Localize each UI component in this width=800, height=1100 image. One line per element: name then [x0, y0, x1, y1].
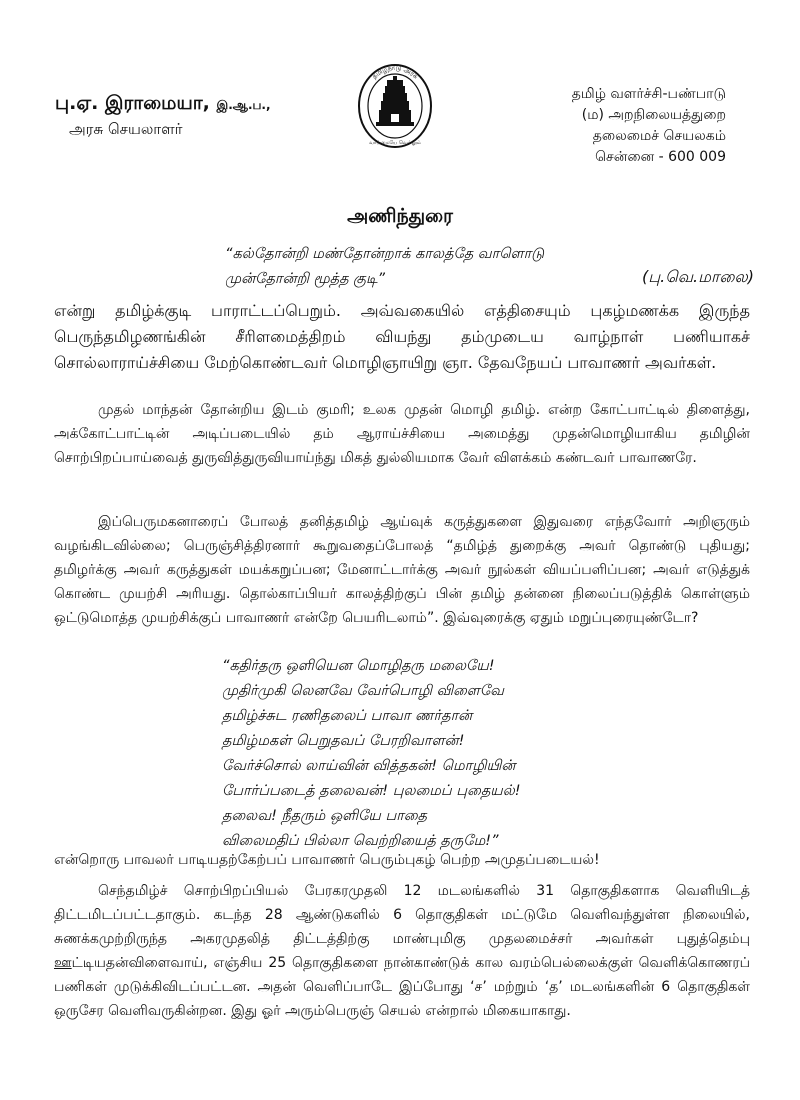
temple-tower-icon [376, 76, 414, 126]
poem-line: தலைவ! நீதரும் ஒளியே பாதை [222, 808, 427, 824]
department-address [572, 84, 726, 168]
paragraph-5-text-b: ட்டியதன்விளைவாய், எஞ்சிய 25 தொகுதிகளை நான்காண்டுக் கால வரம்பெல்லைக்குள் வெளிக்கொணரப் பணிகள் முடுக்கிவிடப்பட்டன. அதன் வெளிப்பாடே இப்போது ‘ச’ மற்றும் ‘த’ மடலங்களின் 6 தொகுதிகள் ஒருசேர வெளிவருகின்றன. இது ஓர் அரும்பெருஞ் செயல் என்றால் மிகையாகாது. [54, 955, 750, 1019]
poem-line: தமிழ்மகள் பெறுதவப் பேரறிவாளன்! [222, 733, 465, 749]
sender-block [55, 92, 271, 140]
poem-line: விலைமதிப் பில்லா வெற்றியைத் தருமே!” [222, 833, 499, 849]
address-line: (ம) அறநிலையத்துறை [581, 107, 726, 123]
paragraph-1: என்று தமிழ்க்குடி பாராட்டப்பெறும். அவ்வகையில் எத்திசையும் புகழ்மணக்க இருந்த பெருந்தமிழணங்கின் சீரிளமைத்திறம் வியந்து தம்முடைய வாழ்நாள் பணியாகச் சொல்லாராய்ச்சியை மேற்கொண்டவர் மொழிஞாயிறு ஞா. தேவநேயப் பாவாணர் அவர்கள். [54, 301, 750, 372]
poem [222, 654, 521, 854]
paragraph-4: என்றொரு பாவலர் பாடியதற்கேற்பப் பாவாணர் பெரும்புகழ் பெற்ற அமுதப்படையல்! [54, 852, 600, 868]
epigraph-line: முன்தோன்றி மூத்த குடி” [225, 271, 386, 287]
epigraph-line: “கல்தோன்றி மண்தோன்றாக் காலத்தே வாளொடு [225, 246, 545, 262]
emblem-top-text: தமிழ்நாடு அரசு [370, 63, 420, 81]
paragraph-5-underlined: ஊ [54, 955, 72, 971]
poem-line: முதிர்முகி லெனவே வேர்பொழி விளைவே [222, 683, 505, 699]
epigraph-source: (பு.வெ.மாலை) [642, 267, 754, 286]
paragraph-5 [54, 879, 750, 1023]
sender-name [55, 92, 271, 117]
paragraph-2 [54, 398, 750, 470]
government-emblem [356, 62, 434, 154]
paragraph-2-text: முதல் மாந்தன் தோன்றிய இடம் குமரி; உலக முதன் மொழி தமிழ். என்ற கோட்பாட்டில் திளைத்து, அக்கோட்பாட்டின் அடிப்படையில் தம் ஆராய்ச்சியை அமைத்து முதன்மொழியாகிய தமிழின் சொற்பிறப்பாய்வைத் துருவித்துருவியாய்ந்து மிகத் துல்லியமாக வேர் விளக்கம் கண்டவர் பாவாணரே. [54, 402, 750, 466]
sender-name-text: பு.ஏ. இராமையா, [55, 92, 210, 114]
paragraph-3 [54, 510, 750, 630]
poem-line: போர்ப்படைத் தலைவன்! புலமைப் புதையல்! [222, 783, 521, 799]
paragraph-5-text-a: செந்தமிழ்ச் சொற்பிறப்பியல் பேரகரமுதலி 12 மடலங்களில் 31 தொகுதிகளாக வெளியிடத் திட்டமிடப்பட்டதாகும். கடந்த 28 ஆண்டுகளில் 6 தொகுதிகள் மட்டுமே வெளிவந்துள்ள நிலையில், சுணக்கமுற்றிருந்த அகரமுதலித் திட்டத்திற்கு மாண்புமிகு முதலமைச்சர் அவர்கள் புதுத்தெம்பு [54, 883, 750, 947]
poem-line: தமிழ்ச்சுட ரணிதலைப் பாவா ணர்தான் [222, 708, 473, 724]
poem-line: வேர்ச்சொல் லாய்வின் வித்தகன்! மொழியின் [222, 758, 516, 774]
sender-title: அரசு செயலாளர் [69, 120, 183, 138]
page-heading: அணிந்துரை [347, 205, 453, 227]
address-line: தமிழ் வளர்ச்சி-பண்பாடு [571, 86, 726, 102]
epigraph [225, 242, 544, 292]
address-line: சென்னை - 600 009 [595, 149, 726, 165]
paragraph-3-text: இப்பெருமகனாரைப் போலத் தனித்தமிழ் ஆய்வுக் கருத்துகளை இதுவரை எந்தவோர் அறிஞரும் வழங்கிடவில்லை; பெருஞ்சித்திரனார் கூறுவதைப்போலத் “தமிழ்த் துறைக்கு அவர் தொண்டு புதியது; தமிழர்க்கு அவர் கருத்துகள் மயக்கறுப்பன; மேனாட்டார்க்கு அவர் நூல்கள் வியப்பளிப்பன; அவர் எடுத்துக் கொண்ட முயற்சி அரியது. தொல்காப்பியர் காலத்திற்குப் பின் தமிழ் தன்னை நிலைப்படுத்திக் கொள்ளும் ஒட்டுமொத்த முயற்சிக்குப் பாவாணர் என்றே பெயரிடலாம்”. இவ்வுரைக்கு ஏதும் மறுப்புரையுண்டோ? [54, 514, 750, 626]
emblem-motto: வாய்மையே வெல்லும் [369, 140, 421, 146]
poem-line: “கதிர்தரு ஒளியென மொழிதரு மலையே! [222, 658, 495, 674]
address-line: தலைமைச் செயலகம் [592, 128, 726, 144]
sender-degree: இ.ஆ.ப., [216, 98, 271, 112]
